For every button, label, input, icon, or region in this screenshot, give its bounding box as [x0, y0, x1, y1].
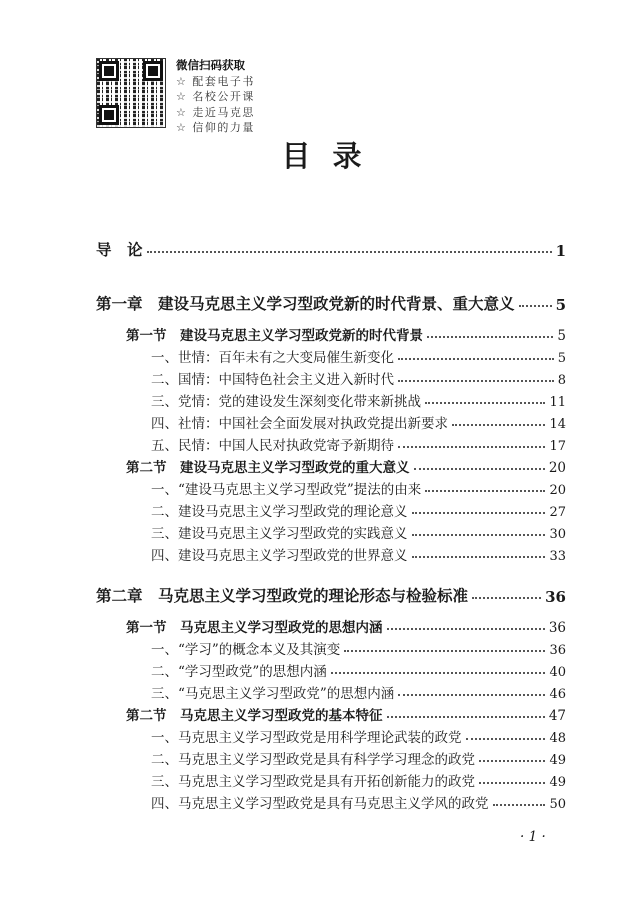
- toc-entry-label: 一、马克思主义学习型政党是用科学理论武装的政党: [151, 730, 462, 746]
- toc-leader-dots: [398, 694, 545, 696]
- toc-entry-page: 47: [548, 708, 566, 724]
- toc-entry-label: 二、“学习型政党”的思想内涵: [151, 664, 327, 680]
- toc-entry-page: 36: [548, 620, 566, 636]
- toc-entry-label: 四、马克思主义学习型政党是具有马克思主义学风的政党: [151, 796, 489, 812]
- toc-entry-page: 11: [549, 395, 566, 410]
- toc-entry-label: 第一章 建设马克思主义学习型政党新的时代背景、重大意义: [96, 294, 515, 313]
- toc-leader-dots: [412, 534, 546, 536]
- toc-subsection-entry[interactable]: [151, 368, 566, 388]
- toc-subsection-entry[interactable]: [151, 682, 566, 702]
- toc-leader-dots: [479, 760, 545, 762]
- toc-entry-label: 第二节 建设马克思主义学习型政党的重大意义: [126, 460, 410, 476]
- toc-leader-dots: [427, 336, 553, 338]
- toc-leader-dots: [387, 716, 545, 718]
- toc-section-entry[interactable]: [126, 616, 566, 636]
- toc-entry-label: 二、国情：中国特色社会主义进入新时代: [151, 372, 394, 388]
- toc-leader-dots: [412, 556, 546, 558]
- toc-subsection-entry[interactable]: [151, 770, 566, 790]
- toc-subsection-entry[interactable]: [151, 660, 566, 680]
- toc-leader-dots: [387, 628, 545, 630]
- toc-subsection-entry[interactable]: [151, 390, 566, 410]
- qr-benefit: ☆ 信仰的力量: [176, 121, 255, 134]
- toc-entry-label: 第一节 建设马克思主义学习型政党新的时代背景: [126, 328, 423, 344]
- qr-benefit: ☆ 名校公开课: [176, 90, 255, 103]
- toc-entry-page: 1: [555, 242, 566, 260]
- toc-entry-label: 第二章 马克思主义学习型政党的理论形态与检验标准: [96, 586, 469, 605]
- toc-entry-label: 第二节 马克思主义学习型政党的基本特征: [126, 708, 383, 724]
- toc-entry-page: 50: [549, 797, 566, 812]
- toc-entry-label: 三、“马克思主义学习型政党”的思想内涵: [151, 686, 395, 702]
- toc-subsection-entry[interactable]: [151, 478, 566, 498]
- toc-leader-dots: [472, 597, 541, 599]
- toc-entry-label: 二、马克思主义学习型政党是具有科学学习理念的政党: [151, 752, 475, 768]
- toc-leader-dots: [412, 512, 546, 514]
- toc-entry-page: 17: [549, 439, 566, 454]
- toc-subsection-entry[interactable]: [151, 434, 566, 454]
- toc-entry-label: 导 论: [96, 240, 143, 259]
- toc-leader-dots: [398, 380, 554, 382]
- toc-entry-label: 四、建设马克思主义学习型政党的世界意义: [151, 548, 408, 564]
- qr-code-block: [96, 58, 255, 136]
- toc-leader-dots: [425, 402, 545, 404]
- toc-entry-page: 49: [549, 775, 566, 790]
- toc-subsection-entry[interactable]: [151, 522, 566, 542]
- toc-section-entry[interactable]: [126, 704, 566, 724]
- toc-leader-dots: [344, 650, 545, 652]
- toc-entry-label: 三、建设马克思主义学习型政党的实践意义: [151, 526, 408, 542]
- toc-entry-label: 一、“学习”的概念本义及其演变: [151, 642, 341, 658]
- toc-subsection-entry[interactable]: [151, 748, 566, 768]
- toc-subsection-entry[interactable]: [151, 792, 566, 812]
- toc-leader-dots: [398, 358, 554, 360]
- page-title: 目录: [281, 139, 384, 173]
- toc-entry-label: 三、马克思主义学习型政党是具有开拓创新能力的政党: [151, 774, 475, 790]
- toc-leader-dots: [466, 738, 546, 740]
- toc-entry-page: 14: [549, 417, 566, 432]
- toc-leader-dots: [493, 804, 546, 806]
- toc-entry-page: 46: [549, 687, 566, 702]
- toc-leader-dots: [452, 424, 545, 426]
- toc-leader-dots: [519, 305, 552, 307]
- toc-entry-page: 30: [549, 527, 566, 542]
- toc-entry-label: 四、社情：中国社会全面发展对执政党提出新要求: [151, 416, 448, 432]
- toc-section-entry[interactable]: [126, 456, 566, 476]
- qr-info: [176, 58, 255, 136]
- toc-subsection-entry[interactable]: [151, 544, 566, 564]
- toc-entry-page: 5: [557, 351, 566, 366]
- toc-entry-label: 三、党情：党的建设发生深刻变化带来新挑战: [151, 394, 421, 410]
- toc-entry-page: 36: [549, 643, 566, 658]
- toc-leader-dots: [147, 251, 552, 253]
- toc-section-entry[interactable]: [126, 324, 566, 344]
- toc-entry-page: 5: [557, 328, 566, 344]
- qr-benefit: ☆ 走近马克思: [176, 105, 255, 119]
- page-number: · 1 ·: [520, 829, 546, 845]
- toc-subsection-entry[interactable]: [151, 726, 566, 746]
- toc-subsection-entry[interactable]: [151, 346, 566, 366]
- toc-leader-dots: [425, 490, 545, 492]
- qr-benefit: ☆ 配套电子书: [176, 74, 255, 88]
- toc-subsection-entry[interactable]: [151, 500, 566, 520]
- toc-entry-page: 48: [549, 731, 566, 746]
- toc-entry-page: 20: [548, 460, 566, 476]
- toc-entry-page: 27: [549, 505, 566, 520]
- toc-entry-label: 二、建设马克思主义学习型政党的理论意义: [151, 504, 408, 520]
- toc-entry-page: 20: [549, 483, 566, 498]
- toc-entry-label: 一、“建设马克思主义学习型政党”提法的由来: [151, 482, 422, 498]
- toc-entry-label: 一、世情：百年未有之大变局催生新变化: [151, 350, 394, 366]
- toc-entry-page: 36: [545, 588, 566, 606]
- toc-entry-page: 40: [549, 665, 566, 680]
- qr-heading: 微信扫码获取: [176, 58, 245, 72]
- toc-chapter-entry[interactable]: [96, 584, 566, 606]
- toc-leader-dots: [331, 672, 546, 674]
- toc-leader-dots: [414, 468, 545, 470]
- toc-leader-dots: [479, 782, 545, 784]
- toc-entry-page: 49: [549, 753, 566, 768]
- toc-chapter-entry[interactable]: [96, 238, 566, 260]
- toc-entry-label: 第一节 马克思主义学习型政党的思想内涵: [126, 620, 383, 636]
- toc-subsection-entry[interactable]: [151, 638, 566, 658]
- toc-entry-label: 五、民情：中国人民对执政党寄予新期待: [151, 438, 394, 454]
- toc-subsection-entry[interactable]: [151, 412, 566, 432]
- toc-leader-dots: [398, 446, 545, 448]
- toc-entry-page: 5: [555, 296, 566, 314]
- toc-entry-page: 8: [557, 373, 566, 388]
- toc-chapter-entry[interactable]: [96, 292, 566, 314]
- qr-code-image[interactable]: [96, 58, 166, 128]
- toc-entry-page: 33: [549, 549, 566, 564]
